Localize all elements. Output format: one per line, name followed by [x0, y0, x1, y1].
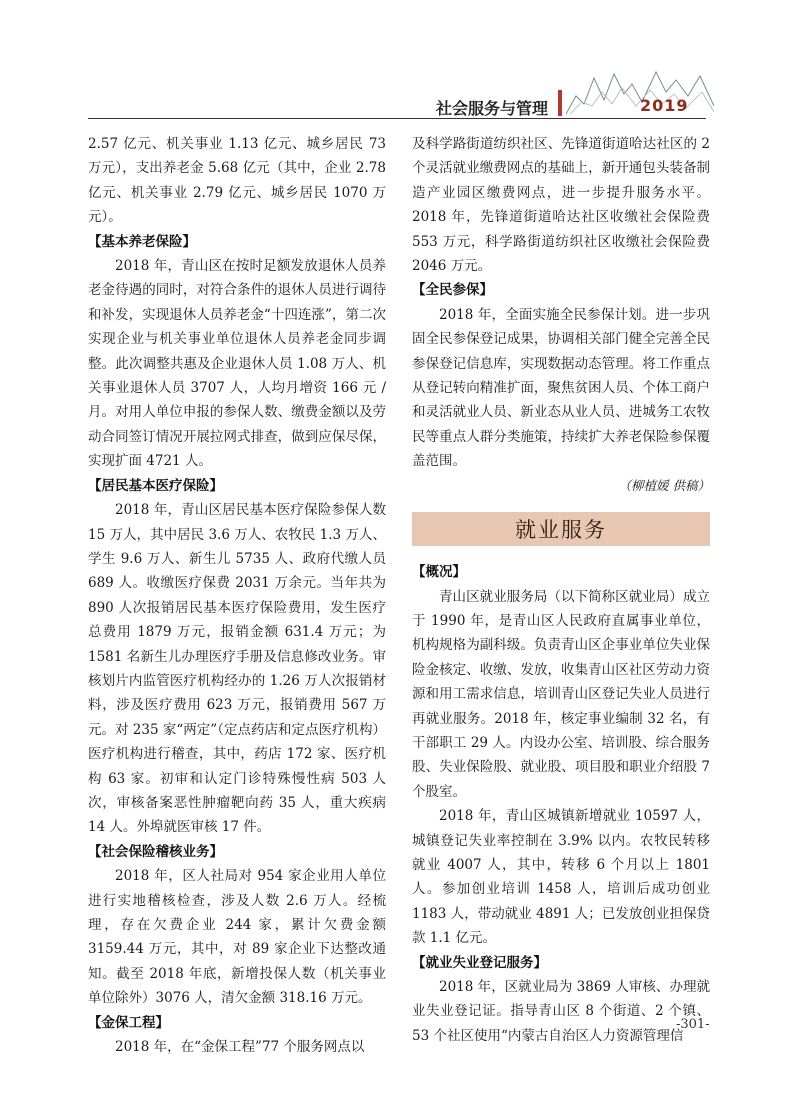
section-heading: 【基本养老保险】 — [88, 233, 196, 250]
paragraph: 2018 年，在“金保工程”77 个服务网点以 — [115, 1039, 365, 1056]
contributor-credit: （柳植媛 供稿） — [618, 477, 710, 493]
header-year: 2019 — [640, 96, 689, 115]
section-heading: 【就业失业登记服务】 — [412, 954, 547, 971]
chapter-banner — [412, 512, 710, 546]
paragraph: 青山区就业服务局（以下简称区就业局）成立于 1990 年，是青山区人民政府直属事业单位，机构规格为副科级。负责青山区企事业单位失业保险金核定、收缴、发放，收集青山区社区劳动力资源和用工需求信息，培训青山区登记失业人员进行再就业服务。2018 年，核定事业编制 32 名，有干部职工 29 人。内设办公室、培训股、综合服务股、失业保险股、就业股、项目股和职业介绍股 7 个股室。 — [412, 588, 710, 800]
paragraph: 2.57 亿元、机关事业 1.13 亿元、城乡居民 73 万元），支出养老金 5.68 亿元（其中，企业 2.78 亿元、机关事业 2.79 亿元、城乡居民 1070 万元）。 — [88, 136, 386, 226]
paragraph: 2018 年，区就业局为 3869 人审核、办理就业失业登记证。指导青山区 8 个街道、2 个镇、53 个社区使用“内蒙古自治区人力资源管理信 — [412, 979, 710, 1044]
header-accent-bar — [558, 90, 562, 116]
right-column — [412, 132, 710, 1048]
paragraph: 2018 年，青山区城镇新增就业 10597 人，城镇登记失业率控制在 3.9% 以内。农牧民转移就业 4007 人，其中，转移 6 个月以上 1801 人。参加创业培训 1458 人，培训后成功创业 1183 人，带动就业 4891 人；已发放创业担保贷款 1.1 亿元。 — [412, 808, 710, 947]
paragraph: 2018 年，青山区在按时足额发放退休人员养老金待遇的同时，对符合条件的退休人员进行调待和补发，实现退休人员养老金“十四连涨”，第二次实现企业与机关事业单位退休人员养老金同步调整。此次调整共惠及企业退休人员 1.08 万人、机关事业退休人员 3707 人，人均月增资 166 元 / 月。对用人单位申报的参保人数、缴费金额以及劳动合同签订情况开展拉网式排查，做到应保尽保，实现扩面 4721 人。 — [88, 258, 386, 470]
paragraph: 2018 年，区人社局对 954 家企业用人单位进行实地稽核检查，涉及人数 2.6 万人。经梳理，存在欠费企业 244 家，累计欠费金额 3159.44 万元，其中，对 89 家企业下达整改通知。截至 2018 年底，新增投保人数（机关事业单位除外）3076 人，清欠金额 318.16 万元。 — [88, 868, 386, 1007]
paragraph: 2018 年，全面实施全民参保计划。进一步巩固全民参保登记成果，协调相关部门健全完善全民参保登记信息库，实现数据动态管理。将工作重点从登记转向精准扩面，聚焦贫困人员、个体工商户和灵活就业人员、新业态从业人员、进城务工农牧民等重点人群分类施策，持续扩大养老保险参保覆盖范围。 — [412, 306, 710, 470]
section-heading: 【金保工程】 — [88, 1014, 169, 1031]
chapter-banner-title: 就业服务 — [515, 518, 607, 543]
paragraph: 2018 年，青山区居民基本医疗保险参保人数 15 万人，其中居民 3.6 万人、农牧民 1.3 万人、学生 9.6 万人、新生儿 5735 人、政府代缴人员 689 人。收缴医疗保费 2031 万余元。当年共为 890 人次报销居民基本医疗保险费用，发生医疗总费用 1879 万元，报销金额 631.4 万元；为 1581 名新生儿办理医疗手册及信息修改业务。审核划片内监管医疗机构经办的 1.26 万人次报销材料，涉及医疗费用 623 万元，报销费用 567 万元。对 235 家“两定”（定点药店和定点医疗机构）医疗机构进行稽查，其中，药店 172 家、医疗机构 63 家。初审和认定门诊特殊慢性病 503 人次，审核备案恶性肿瘤靶向药 35 人，重大疾病 14 人。外埠就医审核 17 件。 — [88, 502, 386, 836]
header-section-title: 社会服务与管理 — [436, 99, 549, 118]
header-rule — [88, 118, 706, 119]
left-column — [88, 132, 386, 1059]
section-heading: 【社会保险稽核业务】 — [88, 843, 223, 860]
paragraph: 及科学路街道纺织社区、先锋道街道哈达社区的 2 个灵活就业缴费网点的基础上，新开通包头装备制造产业园区缴费网点，进一步提升服务水平。2018 年，先锋道街道哈达社区收缴社会保险费 553 万元，科学路街道纺织社区收缴社会保险费 2046 万元。 — [412, 136, 710, 275]
section-heading: 【全民参保】 — [412, 282, 493, 299]
section-heading: 【居民基本医疗保险】 — [88, 477, 223, 494]
page-number: -301- — [676, 1017, 710, 1032]
section-heading: 【概况】 — [412, 564, 466, 581]
